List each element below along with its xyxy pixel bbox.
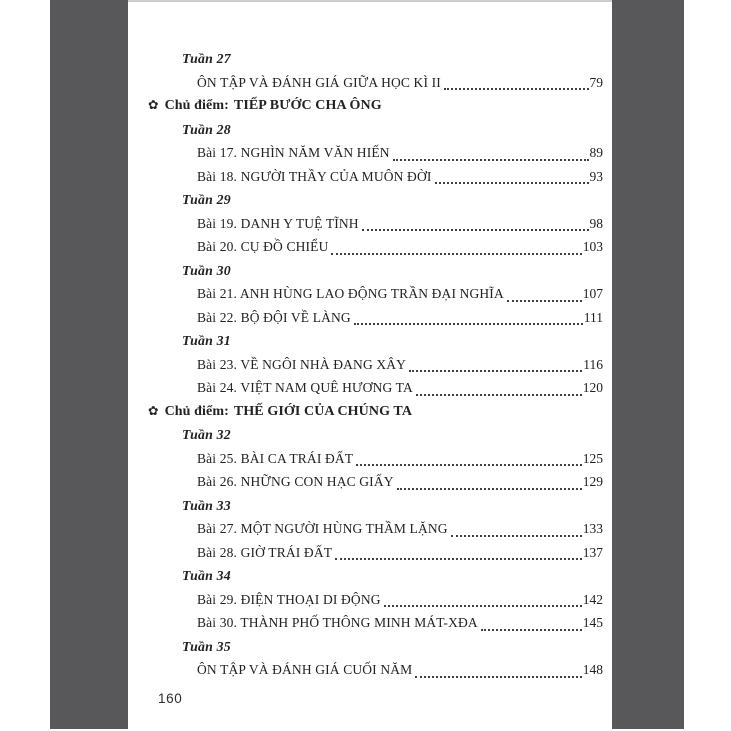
dot-leader: [415, 658, 581, 678]
toc-week-heading: [182, 329, 603, 353]
toc-entry: [197, 71, 603, 95]
toc-entry-title: Bài 26. NHỮNG CON HẠC GIẤY: [197, 474, 394, 489]
toc-entry: [197, 141, 603, 165]
toc-theme-title: THẾ GIỚI CỦA CHÚNG TA: [233, 403, 413, 419]
toc-entry-title: Bài 18. NGƯỜI THẦY CỦA MUÔN ĐỜI: [197, 168, 432, 184]
toc-theme-prefix: Chủ điểm:: [164, 403, 229, 419]
dot-leader: [331, 235, 581, 255]
toc-week-label: Tuần 33: [182, 497, 231, 513]
toc-week-heading: [182, 564, 603, 588]
toc-entry-title: Bài 19. DANH Y TUỆ TĨNH: [197, 215, 359, 231]
dot-leader: [435, 165, 589, 185]
printed-page-number: 160: [158, 690, 183, 706]
toc-entry-page-number: 125: [582, 450, 603, 466]
toc-entry-title: Bài 17. NGHÌN NĂM VĂN HIẾN: [197, 145, 390, 160]
toc-entry-title: Bài 20. CỤ ĐỒ CHIỂU: [197, 239, 329, 254]
toc-list: [148, 47, 603, 682]
toc-entry: [197, 588, 603, 612]
toc-entry-title: Bài 23. VỀ NGÔI NHÀ ĐANG XÂY: [197, 356, 407, 372]
toc-entry-title: Bài 29. ĐIỆN THOẠI DI ĐỘNG: [197, 591, 381, 607]
toc-theme-prefix: Chủ điểm:: [164, 98, 229, 113]
toc-entry-page-number: 145: [582, 615, 603, 630]
toc-week-heading: [182, 259, 603, 283]
dot-leader: [356, 447, 582, 467]
toc-entry-page-number: 120: [582, 380, 603, 395]
toc-entry-page-number: 111: [583, 309, 603, 325]
toc-week-label: Tuần 31: [182, 333, 231, 348]
toc-entry: [197, 165, 603, 189]
toc-entry: [197, 658, 603, 682]
toc-entry: [197, 353, 603, 377]
book-page: [128, 0, 612, 731]
toc-week-heading: [182, 47, 603, 71]
toc-entry-title: Bài 27. MỘT NGƯỜI HÙNG THẦM LẶNG: [197, 521, 448, 536]
toc-entry-title: Bài 28. GIỜ TRÁI ĐẤT: [197, 544, 333, 560]
toc-entry-page-number: 107: [582, 286, 603, 301]
toc-week-heading: [182, 118, 603, 142]
dot-leader: [444, 71, 589, 91]
toc-week-heading: [182, 494, 603, 518]
dot-leader: [409, 353, 582, 373]
toc-week-label: Tuần 35: [182, 638, 231, 654]
toc-theme-heading: [148, 400, 603, 424]
toc-entry-page-number: 129: [582, 474, 603, 489]
toc-entry: [197, 306, 603, 330]
toc-entry: [197, 517, 603, 541]
dot-leader: [416, 376, 582, 396]
toc-entry-title: ÔN TẬP VÀ ĐÁNH GIÁ CUỐI NĂM: [197, 662, 413, 677]
toc-entry: [197, 376, 603, 400]
toc-entry-title: Bài 24. VIỆT NAM QUÊ HƯƠNG TA: [197, 380, 413, 395]
flower-icon: ✿: [148, 98, 159, 112]
toc-entry: [197, 611, 603, 635]
toc-entry-page-number: 93: [589, 168, 603, 184]
toc-entry-page-number: 148: [582, 662, 603, 677]
dot-leader: [393, 141, 589, 161]
toc-entry-title: Bài 25. BÀI CA TRÁI ĐẤT: [197, 450, 354, 466]
toc-week-heading: [182, 188, 603, 212]
toc-entry-page-number: 116: [583, 356, 603, 372]
toc-week-label: Tuần 30: [182, 262, 231, 278]
toc-entry-page-number: 133: [582, 521, 603, 536]
toc-entry: [197, 447, 603, 471]
toc-entry: [197, 470, 603, 494]
toc-entry: [197, 541, 603, 565]
toc-entry-page-number: 142: [582, 591, 603, 607]
toc-entry-page-number: 89: [589, 145, 603, 160]
toc-entry-page-number: 98: [589, 215, 603, 231]
flower-icon: ✿: [148, 403, 159, 418]
toc-week-heading: [182, 423, 603, 447]
toc-week-heading: [182, 635, 603, 659]
toc-theme-heading: [148, 94, 603, 118]
toc-week-label: Tuần 28: [182, 121, 231, 137]
toc-entry: [197, 235, 603, 259]
toc-entry-title: ÔN TẬP VÀ ĐÁNH GIÁ GIỮA HỌC KÌ II: [197, 74, 441, 90]
dot-leader: [507, 282, 582, 302]
dot-leader: [335, 541, 582, 561]
dot-leader: [481, 611, 582, 631]
toc-theme-title: TIẾP BƯỚC CHA ÔNG: [233, 98, 382, 113]
toc-entry: [197, 212, 603, 236]
dot-leader: [384, 588, 582, 608]
toc-entry-page-number: 137: [582, 544, 603, 560]
toc-entry-page-number: 79: [589, 74, 603, 90]
toc-entry-title: Bài 22. BỘ ĐỘI VỀ LÀNG: [197, 309, 351, 325]
toc-entry-page-number: 103: [582, 239, 603, 254]
dot-leader: [362, 212, 589, 232]
toc-week-label: Tuần 27: [182, 51, 231, 66]
toc-entry: [197, 282, 603, 306]
dot-leader: [397, 470, 582, 490]
toc-week-label: Tuần 29: [182, 192, 231, 207]
dot-leader: [451, 517, 582, 537]
toc-week-label: Tuần 34: [182, 568, 231, 583]
toc-week-label: Tuần 32: [182, 427, 231, 442]
toc-entry-title: Bài 30. THÀNH PHỐ THÔNG MINH MÁT-XĐA: [197, 615, 478, 630]
toc-entry-title: Bài 21. ANH HÙNG LAO ĐỘNG TRẦN ĐẠI NGHĨA: [197, 286, 504, 301]
dot-leader: [354, 306, 583, 326]
